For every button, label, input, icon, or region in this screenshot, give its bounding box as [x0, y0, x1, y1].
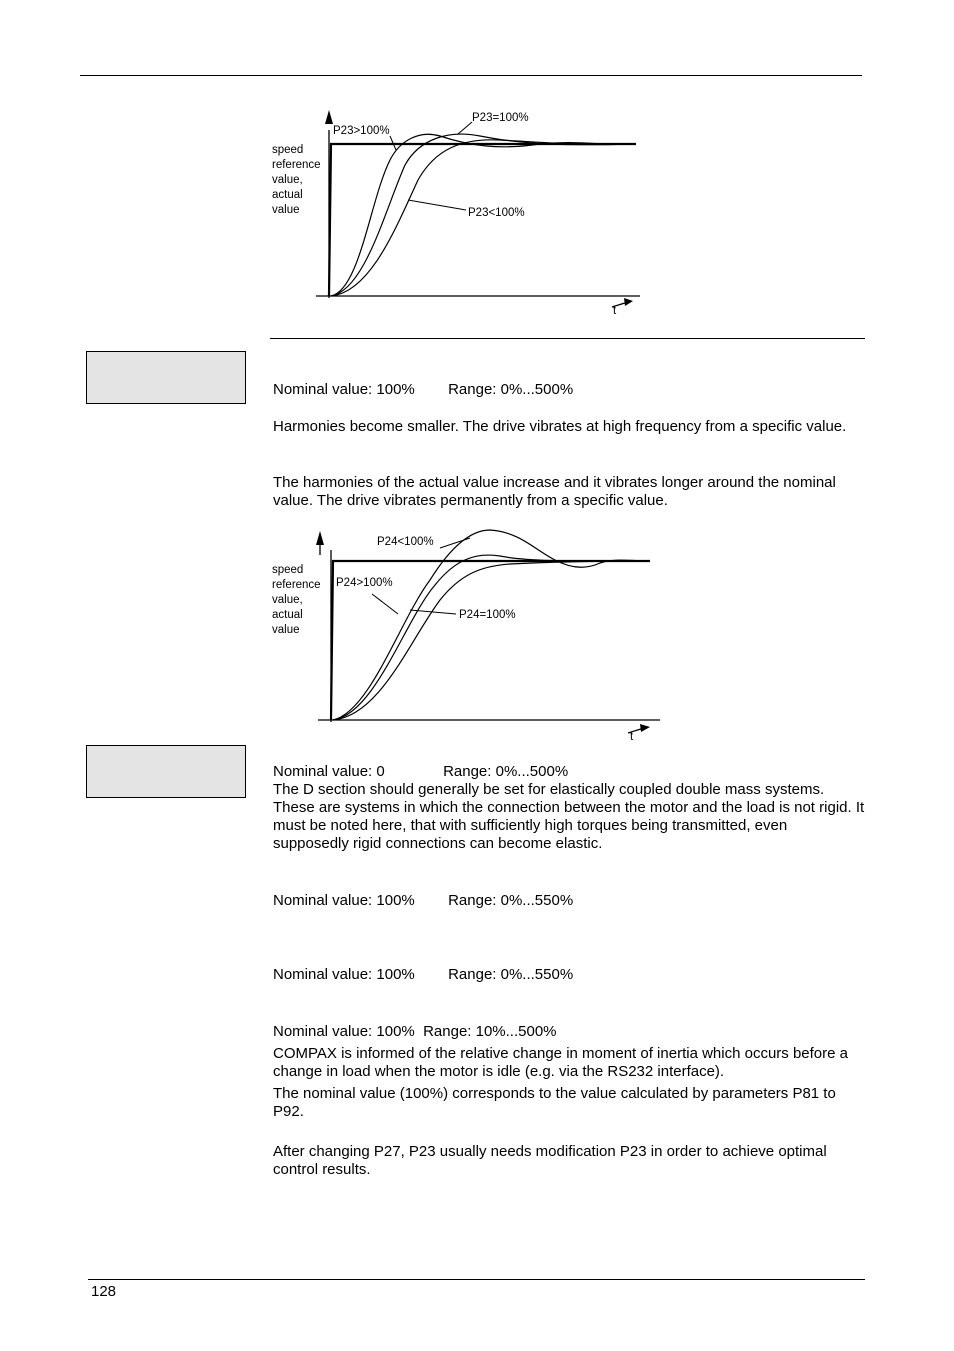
p25-values: Nominal value: 0 Range: 0%...500%: [273, 763, 569, 780]
chart2-leader-high: [372, 594, 398, 614]
chart2-reference-step: [331, 561, 650, 720]
chart1-ylabel-line: speed: [272, 144, 304, 156]
chart2-y-arrow-icon: [316, 531, 324, 545]
chart2-ylabel-line: speed: [272, 564, 304, 576]
chart1-label-high: P23>100%: [333, 125, 390, 137]
p27-para3: After changing P27, P23 usually needs modification P23 in order to achieve optimal control results.: [273, 1143, 827, 1178]
chart2-leader-low: [440, 538, 470, 548]
chart1-xlabel: t: [613, 305, 617, 317]
chart1-ylabel-line: actual: [272, 189, 303, 201]
chart2-t-arrow-icon: [640, 724, 650, 732]
chart1-ylabel-line: value: [272, 204, 300, 216]
p23-increase-text: Harmonies become smaller. The drive vibrates at high frequency from a specific value.: [273, 418, 847, 435]
parameter-box-p25: [86, 745, 246, 798]
p27-para2: The nominal value (100%) corresponds to the value calculated by parameters P81 to P92.: [273, 1085, 836, 1120]
p27-para1: COMPAX is informed of the relative change in moment of inertia which occurs before a change in load when the motor is idle (e.g. via the RS232 interface).: [273, 1045, 848, 1080]
chart2-ylabel-line: reference: [272, 579, 321, 591]
chart2-ylabel-line: actual: [272, 609, 303, 621]
p27-values: Nominal value: 100% Range: 10%...500%: [273, 1023, 557, 1040]
chart2-label-low: P24<100%: [377, 536, 434, 548]
next-param2-values: Nominal value: 100% Range: 0%...550%: [273, 966, 574, 983]
footer-rule: [88, 1279, 865, 1280]
p23-values: Nominal value: 100% Range: 0%...500%: [273, 381, 574, 398]
chart2-label-nominal: P24=100%: [459, 609, 516, 621]
chart2-ylabel-line: value: [272, 624, 300, 636]
p25-description: The D section should generally be set for elastically coupled double mass systems. These are systems in which the connection between the motor and the load is not rigid. It must be noted here, that with sufficiently high torques being transmitted, even supposedly rigid connections can become elastic.: [273, 781, 865, 852]
chart2-curve-low: [333, 530, 650, 720]
chart2-xlabel: t: [630, 731, 634, 743]
next-param1-values: Nominal value: 100% Range: 0%...550%: [273, 892, 574, 909]
page-number: 128: [91, 1283, 117, 1300]
chart2-curve-high: [333, 555, 650, 720]
chart2-label-high: P24>100%: [336, 577, 393, 589]
p23-decrease-text: The harmonies of the actual value increase and it vibrates longer around the nominal value. The drive vibrates permanently from a specific value.: [273, 474, 836, 509]
chart1-ylabel-line: reference: [272, 159, 321, 171]
chart2-ylabel-line: value,: [272, 594, 303, 606]
chart1-label-low: P23<100%: [468, 207, 525, 219]
chart2-curve-nominal: [333, 561, 650, 720]
chart1-ylabel-line: value,: [272, 174, 303, 186]
chart1-label-nominal: P23=100%: [472, 112, 529, 124]
